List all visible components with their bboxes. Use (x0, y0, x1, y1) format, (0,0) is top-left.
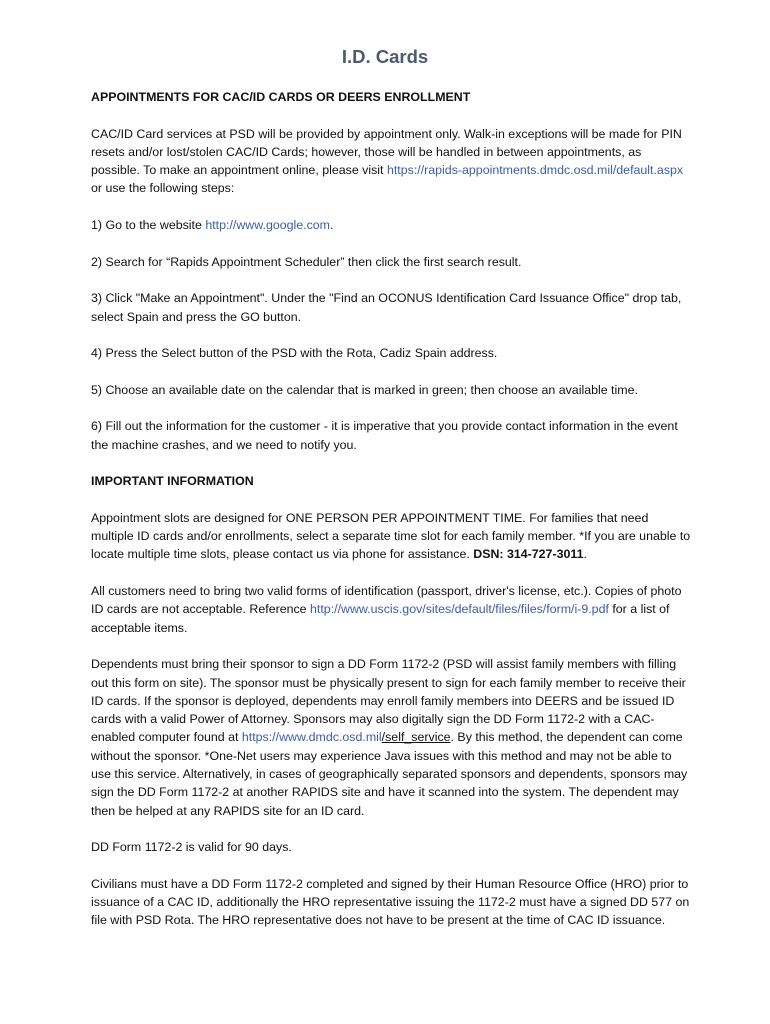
step-1-end: . (330, 218, 334, 233)
appointments-heading: APPOINTMENTS FOR CAC/ID CARDS OR DEERS ENROLLMENT (91, 90, 471, 104)
dependents-text-2: . By this method, the dependent can come without the sponsor. *One-Net users may experience Java issues with this method and may not be able to use this service. Alternatively, in cases of geographically separated sponsors and dependents, sponsors may sign the DD Form 1172-2 at another RAPIDS site and have it scanned into the system. The dependent may then be helped at any RAPIDS site for an ID card. (91, 730, 688, 818)
dsn-phone: DSN: 314-727-3011 (473, 547, 584, 562)
step-6: 6) Fill out the information for the customer - it is imperative that you provide contact information in the event the machine crashes, and we need to notify you. (91, 419, 678, 452)
id-text-1: All customers need to bring two valid forms of identification (passport, driver's license, etc.). Copies of photo ID cards are not acceptable. Reference (91, 584, 682, 617)
step-2: 2) Search for “Rapids Appointment Scheduler” then click the first search result. (91, 254, 522, 269)
step-4: 4) Press the Select button of the PSD with the Rota, Cadiz Spain address. (91, 346, 498, 361)
important-info-heading: IMPORTANT INFORMATION (91, 474, 254, 489)
dependents-text-1: Dependents must bring their sponsor to sign a DD Form 1172-2 (PSD will assist family members with filling out this form on site). The sponsor must be physically present to sign for each family member to receive their ID cards. If the sponsor is deployed, dependents may enroll family members into DEERS and be issued ID cards with a valid Power of Attorney. Sponsors may also digitally sign the DD Form 1172-2 with a CAC-enabled computer found at (91, 657, 686, 745)
rapids-appointments-link[interactable]: https://rapids-appointments.dmdc.osd.mil/default.aspx (386, 163, 684, 178)
appointment-slots-paragraph (91, 509, 691, 564)
page-title: I.D. Cards (341, 46, 429, 67)
dependents-paragraph (91, 655, 691, 820)
step-5: 5) Choose an available date on the calendar that is marked in green; then choose an available time. (91, 382, 638, 397)
id-text-2: for a list of acceptable items. (91, 602, 670, 635)
intro-text-2: or use the following steps: (91, 181, 235, 196)
step-1-text: 1) Go to the website (91, 218, 206, 233)
google-link[interactable]: http://www.google.com (205, 218, 330, 233)
slots-text: Appointment slots are designed for ONE PERSON PER APPOINTMENT TIME. For families that need multiple ID cards and/or enrollments, select a separate time slot for each family member. *If you are unable to locate multiple time slots, please contact us via phone for assistance. (91, 510, 691, 562)
intro-paragraph (91, 125, 691, 198)
uscis-i9-link[interactable]: http://www.uscis.gov/sites/default/files/files/form/i-9.pdf (310, 602, 609, 617)
identification-paragraph (91, 582, 691, 637)
dmdc-link[interactable]: https://www.dmdc.osd.mil (241, 730, 382, 745)
slots-text-end: . (583, 547, 587, 562)
civilians-paragraph: Civilians must have a DD Form 1172-2 completed and signed by their Human Resource Office (HRO) prior to issuance of a CAC ID, additionally the HRO representative issuing the 1172-2 must have a signed DD 577 on file with PSD Rota. The HRO representative does not have to be present at the time of CAC ID issuance. (91, 876, 690, 928)
self-service-path[interactable]: /self_service (381, 730, 451, 745)
step-3: 3) Click "Make an Appointment". Under the "Find an OCONUS Identification Card Issuance Office" drop tab, select Spain and press the GO button. (91, 291, 682, 324)
step-1 (91, 216, 691, 234)
form-validity-paragraph: DD Form 1172-2 is valid for 90 days. (91, 840, 292, 855)
intro-text-1: CAC/ID Card services at PSD will be provided by appointment only. Walk-in exceptions will be made for PIN resets and/or lost/stolen CAC/ID Cards; however, those will be handled in between appointments, as possible. To make an appointment online, please visit (91, 126, 682, 178)
document-body (91, 88, 691, 948)
